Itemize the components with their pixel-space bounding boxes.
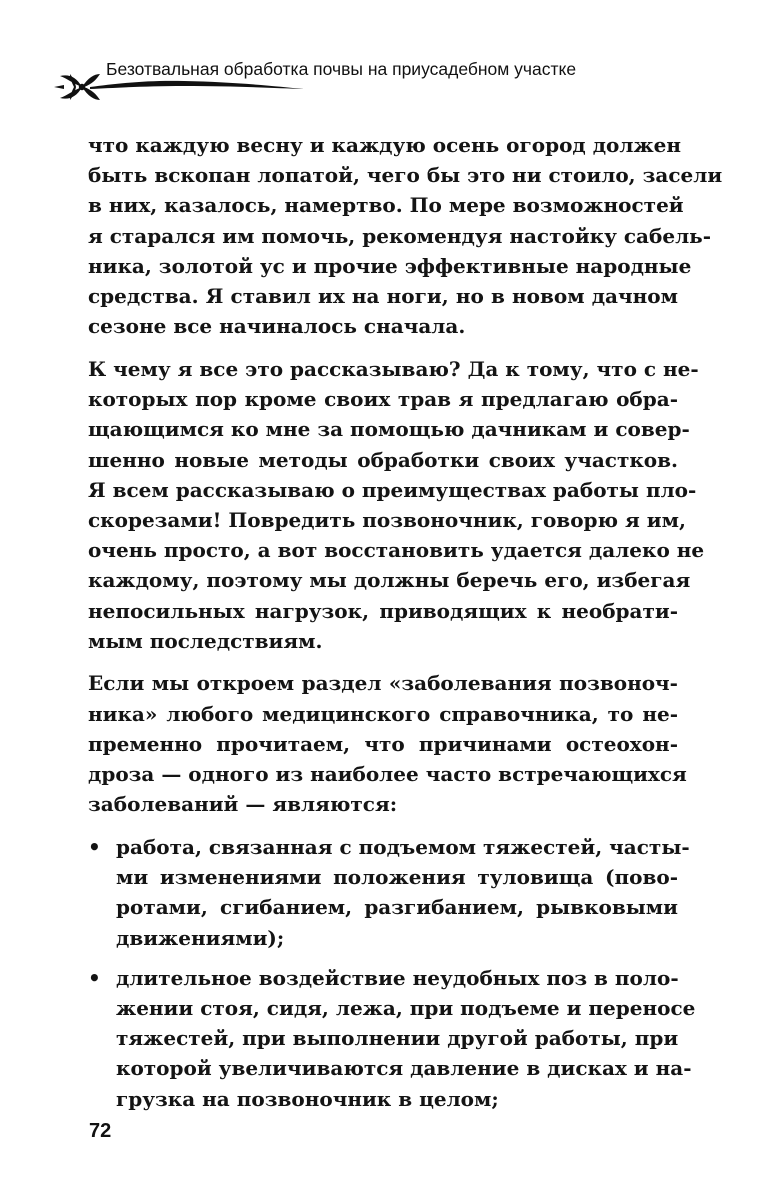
text-line: тяжестей, при выполнении другой работы, при xyxy=(116,1026,679,1051)
text-line: которых пор кроме своих трав я предлагаю обра- xyxy=(88,387,678,412)
text-line: очень просто, а вот восстановить удается далеко не xyxy=(88,538,705,563)
text-line: Я всем рассказываю о преимуществах работы пло- xyxy=(88,477,697,502)
text-line: щающимся ко мне за помощью дачникам и совер- xyxy=(88,417,690,442)
running-header xyxy=(54,48,694,108)
text-line: движениями); xyxy=(116,925,285,950)
text-line: ми изменениями положения туловища (пово- xyxy=(116,865,678,890)
paragraph-3 xyxy=(88,668,687,819)
text-line: я старался им помочь, рекомендуя настойку сабель- xyxy=(88,223,712,248)
text-line: непосильных нагрузок, приводящих к необрати- xyxy=(88,598,678,623)
text-line: быть вскопан лопатой, чего бы это ни стоило, засели xyxy=(88,163,723,188)
text-line: которой увеличиваются давление в дисках и на- xyxy=(116,1056,692,1081)
text-line: ротами, сгибанием, разгибанием, рывковыми xyxy=(116,895,678,920)
text-line: каждому, поэтому мы должны беречь его, избегая xyxy=(88,568,691,593)
list-item xyxy=(88,963,696,1114)
text-line: заболеваний — являются: xyxy=(88,792,398,817)
text-line: работа, связанная с подъемом тяжестей, часты- xyxy=(116,834,690,859)
text-line: жении стоя, сидя, лежа, при подъеме и переносе xyxy=(116,995,696,1020)
text-line: грузка на позвоночник в целом; xyxy=(116,1086,499,1111)
text-line: ника, золотой ус и прочие эффективные народные xyxy=(88,253,692,278)
header-title: Безотвальная обработка почвы на приусадебном участке xyxy=(106,59,577,79)
bullet-icon: • xyxy=(88,834,101,859)
paragraph-2 xyxy=(88,354,705,656)
paragraph-1 xyxy=(88,130,723,341)
bullet-icon: • xyxy=(88,965,101,990)
text-line: ника» любого медицинского справочника, то не- xyxy=(88,701,678,726)
text-line: шенно новые методы обработки своих участков. xyxy=(88,447,678,472)
text-line: длительное воздействие неудобных поз в поло- xyxy=(116,965,679,990)
text-line: средства. Я ставил их на ноги, но в новом дачном xyxy=(88,284,678,309)
main-text xyxy=(88,130,723,1124)
list-item xyxy=(88,832,690,953)
text-line: пременно прочитаем, что причинами остеохон- xyxy=(88,731,678,756)
text-line: К чему я все это рассказываю? Да к тому, что с не- xyxy=(88,356,699,381)
text-line: скорезами! Повредить позвоночник, говорю я им, xyxy=(88,507,686,532)
bullet-list xyxy=(88,832,696,1114)
text-line: Если мы откроем раздел «заболевания позвоноч- xyxy=(88,671,678,696)
text-line: мым последствиям. xyxy=(88,628,323,653)
page-number: 72 xyxy=(89,1120,112,1142)
text-line: в них, казалось, намертво. По мере возможностей xyxy=(88,193,684,218)
text-line: что каждую весну и каждую осень огород должен xyxy=(88,133,682,157)
text-line: сезоне все начиналось сначала. xyxy=(88,314,466,339)
text-line: дроза — одного из наиболее часто встречающихся xyxy=(88,762,687,787)
